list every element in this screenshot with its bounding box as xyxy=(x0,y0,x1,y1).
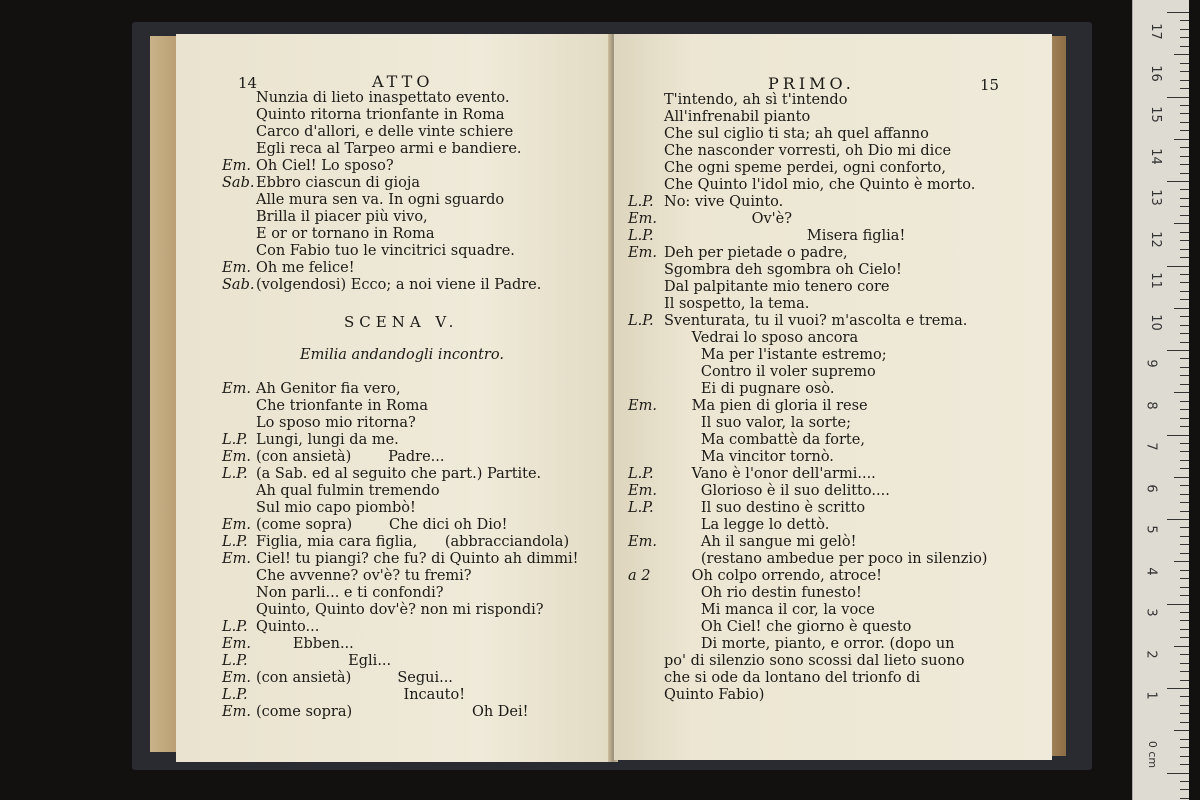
verse-line: Glorioso è il suo delitto.... xyxy=(664,483,890,499)
running-header-left: ATTO xyxy=(372,72,434,91)
verse-line: Ma pien di gloria il rese xyxy=(664,398,868,414)
ruler-tick xyxy=(1167,181,1189,182)
verse-line: Alle mura sen va. In ogni sguardo xyxy=(256,192,505,208)
ruler-tick xyxy=(1180,680,1189,681)
ruler-tick xyxy=(1180,325,1189,326)
verse-line: Oh rio destin funesto! xyxy=(664,585,862,601)
speaker-label: Em. xyxy=(222,517,251,533)
ruler-tick xyxy=(1180,451,1189,452)
ruler-tick xyxy=(1180,578,1189,579)
ruler-number: 6 xyxy=(1143,483,1159,493)
ruler-number: 3 xyxy=(1143,608,1159,617)
verse-line: Ebbro ciascun di gioja xyxy=(256,175,420,191)
ruler-tick xyxy=(1174,223,1189,224)
left-page xyxy=(176,34,612,762)
verse-line: Misera figlia! xyxy=(664,228,906,244)
speaker-label: Sab. xyxy=(222,277,255,293)
verse-line: Che avvenne? ov'è? tu fremi? xyxy=(256,568,472,584)
speaker-label: a 2 xyxy=(628,568,651,584)
verse-line: Carco d'allori, e delle vinte schiere xyxy=(256,124,514,140)
verse-line: Che sul ciglio ti sta; ah quel affanno xyxy=(664,126,929,142)
ruler-tick xyxy=(1180,747,1189,748)
ruler-tick xyxy=(1180,63,1189,64)
ruler-tick xyxy=(1180,358,1189,359)
speaker-label: L.P. xyxy=(222,432,248,448)
running-header-right: PRIMO. xyxy=(768,74,855,93)
verse-line: Che nasconder vorresti, oh Dio mi dice xyxy=(664,143,952,159)
verse-line: Il suo valor, la sorte; xyxy=(664,415,852,431)
verse-line: Vano è l'onor dell'armi.... xyxy=(664,466,876,482)
ruler-number: 15 xyxy=(1147,106,1163,123)
verse-line: La legge lo dettò. xyxy=(664,517,830,533)
verse-line: Vedrai lo sposo ancora xyxy=(664,330,859,346)
speaker-label: L.P. xyxy=(628,500,654,516)
verse-line: (volgendosi) Ecco; a noi viene il Padre. xyxy=(256,277,542,293)
verse-line: Lo sposo mio ritorna? xyxy=(256,415,416,431)
speaker-label: L.P. xyxy=(628,313,654,329)
speaker-label: Em. xyxy=(222,551,251,567)
right-page xyxy=(614,34,1052,760)
ruler-tick xyxy=(1180,553,1189,554)
ruler-tick xyxy=(1167,519,1189,520)
ruler-tick xyxy=(1180,663,1189,664)
verse-line: (a Sab. ed al seguito che part.) Partite. xyxy=(256,466,542,482)
verse-line: Ma vincitor tornò. xyxy=(664,449,834,465)
ruler-number: 7 xyxy=(1143,442,1159,451)
verse-line: Quinto, Quinto dov'è? non mi rispondi? xyxy=(256,602,544,618)
ruler-tick xyxy=(1180,20,1189,21)
ruler-tick xyxy=(1180,485,1189,486)
ruler-tick xyxy=(1180,696,1189,697)
ruler-tick xyxy=(1180,37,1189,38)
ruler-tick xyxy=(1180,620,1189,621)
ruler-tick xyxy=(1180,544,1189,545)
ruler-tick xyxy=(1180,418,1189,419)
ruler-number: 10 xyxy=(1147,313,1163,331)
ruler-tick xyxy=(1180,570,1189,571)
speaker-label: Em. xyxy=(222,260,251,276)
verse-line: Che ogni speme perdei, ogni conforto, xyxy=(664,160,946,176)
ruler-tick xyxy=(1180,527,1189,528)
ruler-tick xyxy=(1167,350,1189,351)
ruler-tick xyxy=(1180,713,1189,714)
verse-line: Sventurata, tu il vuoi? m'ascolta e trema. xyxy=(664,313,968,329)
ruler-tick xyxy=(1180,29,1189,30)
ruler-tick xyxy=(1174,54,1189,55)
ruler-tick xyxy=(1180,612,1189,613)
ruler-number: 17 xyxy=(1147,23,1163,40)
speaker-label: L.P. xyxy=(222,687,248,703)
speaker-label: Sab. xyxy=(222,175,255,191)
speaker-label: Em. xyxy=(222,704,251,720)
ruler-tick xyxy=(1180,173,1189,174)
ruler-tick xyxy=(1180,113,1189,114)
ruler-tick xyxy=(1174,646,1189,647)
ruler-tick xyxy=(1180,232,1189,233)
ruler-number: 9 xyxy=(1143,359,1159,368)
ruler-tick xyxy=(1167,12,1189,13)
verse-line: (con ansietà) Padre... xyxy=(256,449,445,465)
verse-line: po' di silenzio sono scossi dal lieto suono xyxy=(664,653,965,669)
ruler-tick xyxy=(1180,257,1189,258)
speaker-label: Em. xyxy=(222,636,251,652)
ruler-tick xyxy=(1180,46,1189,47)
ruler-tick xyxy=(1180,443,1189,444)
ruler-tick xyxy=(1180,671,1189,672)
verse-line: che si ode da lontano del trionfo di xyxy=(664,670,921,686)
ruler-tick xyxy=(1180,654,1189,655)
verse-line: Quinto ritorna trionfante in Roma xyxy=(256,107,505,123)
verse-line: Mi manca il cor, la voce xyxy=(664,602,875,618)
verse-line: Ah il sangue mi gelò! xyxy=(664,534,857,550)
verse-line: Non parli... e ti confondi? xyxy=(256,585,444,601)
ruler-unit-label: 0 cm xyxy=(1146,740,1160,769)
verse-line: Ah qual fulmin tremendo xyxy=(256,483,440,499)
verse-line: Oh Ciel! che giorno è questo xyxy=(664,619,912,635)
ruler-tick xyxy=(1180,705,1189,706)
ruler-tick xyxy=(1180,629,1189,630)
ruler-tick xyxy=(1180,587,1189,588)
verse-line: Ah Genitor fia vero, xyxy=(256,381,401,397)
ruler-tick xyxy=(1180,122,1189,123)
ruler-tick xyxy=(1180,333,1189,334)
verse-line: Figlia, mia cara figlia, (abbracciandola) xyxy=(256,534,570,550)
verse-line: Sgombra deh sgombra oh Cielo! xyxy=(664,262,902,278)
ruler-tick xyxy=(1180,282,1189,283)
verse-line: (restano ambedue per poco in silenzio) xyxy=(664,551,988,567)
ruler-tick xyxy=(1180,494,1189,495)
ruler-tick xyxy=(1167,773,1189,774)
ruler-tick xyxy=(1180,781,1189,782)
speaker-label: Em. xyxy=(628,398,657,414)
ruler-number: 8 xyxy=(1143,400,1159,410)
verse-line: Nunzia di lieto inaspettato evento. xyxy=(256,90,510,106)
speaker-label: Em. xyxy=(222,449,251,465)
ruler-number: 1 xyxy=(1143,691,1159,700)
verse-line: Brilla il piacer più vivo, xyxy=(256,209,428,225)
ruler-tick xyxy=(1167,97,1189,98)
speaker-label: Em. xyxy=(222,158,251,174)
ruler-tick xyxy=(1180,756,1189,757)
verse-line: Il sospetto, la tema. xyxy=(664,296,810,312)
ruler-tick xyxy=(1180,80,1189,81)
ruler-tick xyxy=(1180,240,1189,241)
speaker-label: L.P. xyxy=(222,534,248,550)
verse-line: Sul mio capo piombò! xyxy=(256,500,416,516)
speaker-label: L.P. xyxy=(222,619,248,635)
page-number-right: 15 xyxy=(980,76,1000,94)
verse-line: E or or tornano in Roma xyxy=(256,226,435,242)
ruler-tick xyxy=(1180,511,1189,512)
verse-line: Contro il voler supremo xyxy=(664,364,876,380)
ruler-number: 13 xyxy=(1147,189,1163,206)
speaker-label: Em. xyxy=(222,670,251,686)
ruler-tick xyxy=(1180,71,1189,72)
verse-line: Ei di pugnare osò. xyxy=(664,381,835,397)
verse-line: Il suo destino è scritto xyxy=(664,500,866,516)
ruler-tick xyxy=(1180,468,1189,469)
verse-line: Egli... xyxy=(256,653,392,669)
speaker-label: Em. xyxy=(628,211,657,227)
ruler-number: 2 xyxy=(1143,649,1159,659)
ruler-tick xyxy=(1180,789,1189,790)
ruler-number: 16 xyxy=(1147,64,1163,82)
verse-line: Ma combattè da forte, xyxy=(664,432,865,448)
ruler-tick xyxy=(1180,375,1189,376)
verse-line: (con ansietà) Segui... xyxy=(256,670,453,686)
ruler-tick xyxy=(1180,367,1189,368)
ruler-tick xyxy=(1180,722,1189,723)
ruler-number: 5 xyxy=(1143,525,1159,534)
verse-line: Quinto... xyxy=(256,619,320,635)
ruler-tick xyxy=(1180,299,1189,300)
verse-line: Ma per l'istante estremo; xyxy=(664,347,887,363)
speaker-label: L.P. xyxy=(628,194,654,210)
ruler-tick xyxy=(1180,316,1189,317)
verse-line: Deh per pietade o padre, xyxy=(664,245,848,261)
ruler-tick xyxy=(1180,291,1189,292)
speaker-label: L.P. xyxy=(222,466,248,482)
verse-line: Ciel! tu piangi? che fu? di Quinto ah dimmi! xyxy=(256,551,579,567)
verse-line: Che trionfante in Roma xyxy=(256,398,429,414)
ruler-tick xyxy=(1180,198,1189,199)
ruler-tick xyxy=(1180,595,1189,596)
speaker-label: L.P. xyxy=(628,466,654,482)
verse-line: All'infrenabil pianto xyxy=(664,109,811,125)
speaker-label: L.P. xyxy=(628,228,654,244)
ruler-tick xyxy=(1174,308,1189,309)
ruler-tick xyxy=(1180,189,1189,190)
ruler-tick xyxy=(1167,688,1189,689)
verse-line: (come sopra) Oh Dei! xyxy=(256,704,529,720)
speaker-label: Em. xyxy=(628,483,657,499)
speaker-label: Em. xyxy=(628,245,657,261)
ruler-tick xyxy=(1180,342,1189,343)
verse-line: Dal palpitante mio tenero core xyxy=(664,279,890,295)
verse-line: Che Quinto l'idol mio, che Quinto è morto. xyxy=(664,177,976,193)
measuring-ruler xyxy=(1132,0,1189,800)
ruler-tick xyxy=(1180,460,1189,461)
verse-line: Ebben... xyxy=(256,636,354,652)
ruler-tick xyxy=(1167,604,1189,605)
ruler-number: 12 xyxy=(1147,230,1163,248)
ruler-number: 4 xyxy=(1143,566,1159,576)
scene-title: SCENA V. xyxy=(344,313,459,331)
verse-line: (come sopra) Che dici oh Dio! xyxy=(256,517,508,533)
ruler-tick xyxy=(1174,392,1189,393)
ruler-tick xyxy=(1180,105,1189,106)
ruler-tick xyxy=(1174,477,1189,478)
ruler-tick xyxy=(1180,502,1189,503)
ruler-tick xyxy=(1180,409,1189,410)
ruler-tick xyxy=(1180,88,1189,89)
ruler-tick xyxy=(1180,206,1189,207)
speaker-label: Em. xyxy=(628,534,657,550)
verse-line: Ov'è? xyxy=(664,211,792,227)
verse-line: Con Fabio tuo le vincitrici squadre. xyxy=(256,243,515,259)
scene-direction: Emilia andandogli incontro. xyxy=(300,347,504,363)
ruler-tick xyxy=(1167,266,1189,267)
verse-line: Incauto! xyxy=(256,687,466,703)
verse-line: Egli reca al Tarpeo armi e bandiere. xyxy=(256,141,522,157)
ruler-tick xyxy=(1174,730,1189,731)
ruler-tick xyxy=(1180,249,1189,250)
verse-line: Lungi, lungi da me. xyxy=(256,432,399,448)
ruler-tick xyxy=(1180,164,1189,165)
ruler-number: 14 xyxy=(1147,147,1163,165)
ruler-tick xyxy=(1180,215,1189,216)
verse-line: Di morte, pianto, e orror. (dopo un xyxy=(664,636,955,652)
ruler-tick xyxy=(1180,401,1189,402)
ruler-tick xyxy=(1180,384,1189,385)
ruler-tick xyxy=(1180,147,1189,148)
verse-line: Oh colpo orrendo, atroce! xyxy=(664,568,883,584)
speaker-label: Em. xyxy=(222,381,251,397)
ruler-tick xyxy=(1180,739,1189,740)
ruler-tick xyxy=(1180,536,1189,537)
verse-line: Quinto Fabio) xyxy=(664,687,765,703)
verse-line: T'intendo, ah sì t'intendo xyxy=(664,92,848,108)
ruler-tick xyxy=(1180,426,1189,427)
ruler-tick xyxy=(1174,139,1189,140)
ruler-tick xyxy=(1180,764,1189,765)
verse-line: No: vive Quinto. xyxy=(664,194,784,210)
ruler-tick xyxy=(1180,130,1189,131)
page-number-left: 14 xyxy=(238,74,258,92)
ruler-tick xyxy=(1180,798,1189,799)
verse-line: Oh Ciel! Lo sposo? xyxy=(256,158,394,174)
speaker-label: L.P. xyxy=(222,653,248,669)
ruler-number: 11 xyxy=(1147,272,1163,289)
ruler-tick xyxy=(1174,561,1189,562)
ruler-tick xyxy=(1167,435,1189,436)
ruler-tick xyxy=(1180,637,1189,638)
verse-line: Oh me felice! xyxy=(256,260,355,276)
ruler-tick xyxy=(1180,274,1189,275)
ruler-tick xyxy=(1180,156,1189,157)
